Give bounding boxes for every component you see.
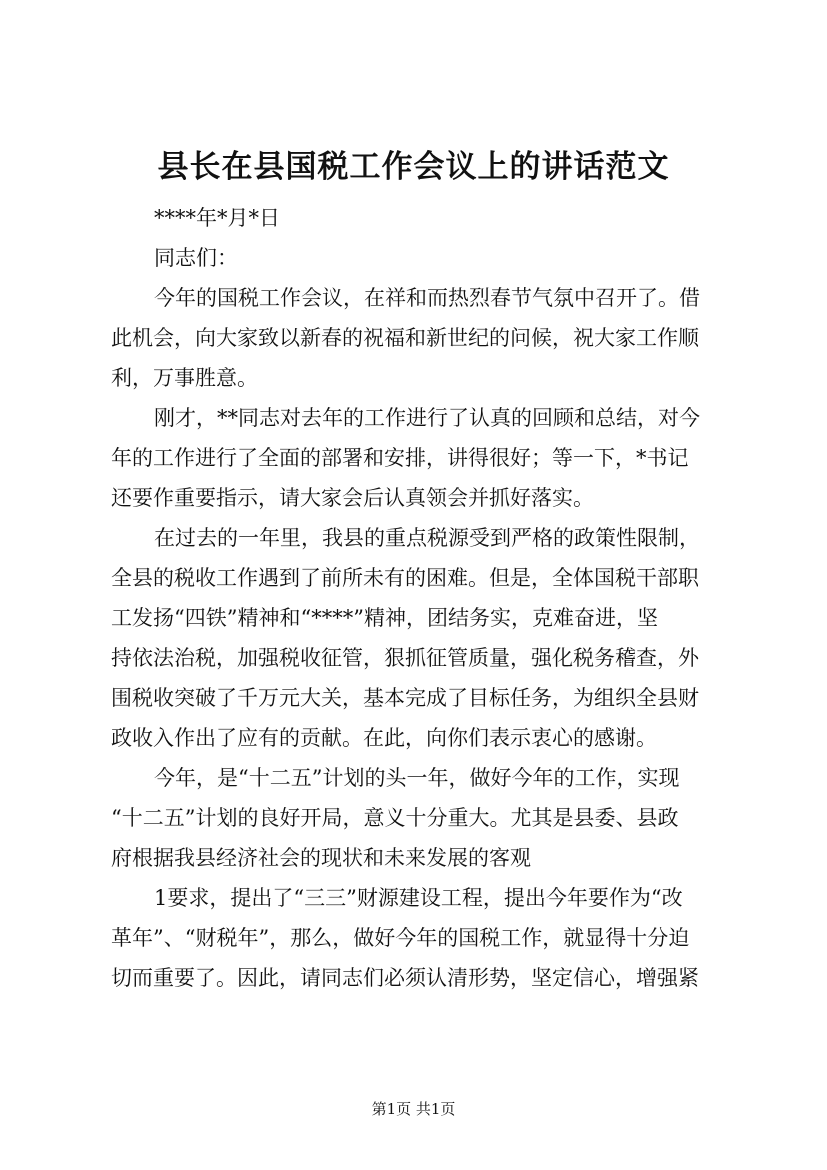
paragraph-line: 今年，是“十二五”计划的头一年，做好今年的工作，实现 [154, 766, 680, 790]
paragraph-line: 府根据我县经济社会的现状和未来发展的客观 [111, 846, 531, 870]
paragraph-line: 刚才，**同志对去年的工作进行了认真的回顾和总结，对今 [154, 406, 700, 430]
paragraph-line: “十二五”计划的良好开局，意义十分重大。尤其是县委、县政 [111, 806, 679, 830]
salutation: 同志们： [154, 246, 238, 270]
paragraph-line: 持依法治税，加强税收征管，狠抓征管质量，强化税务稽查，外 [111, 646, 699, 670]
paragraph-line: 今年的国税工作会议，在祥和而热烈春节气氛中召开了。借 [154, 286, 700, 310]
paragraph-2 [111, 398, 723, 518]
paragraph-line: 还要作重要指示，请大家会后认真领会并抓好落实。 [111, 486, 594, 510]
document-date: ****年*月*日 [154, 206, 280, 230]
paragraph-line: 此机会，向大家致以新春的祝福和新世纪的问候，祝大家工作顺 [111, 326, 699, 350]
page-footer: 第1页 共1页 [371, 1100, 456, 1118]
paragraph-line: 1要求，提出了“三三”财源建设工程，提出今年要作为“改 [154, 886, 683, 910]
paragraph-4 [111, 758, 723, 878]
paragraph-line: 切而重要了。因此，请同志们必须认清形势，坚定信心，增强紧 [111, 966, 699, 990]
paragraph-1 [111, 278, 723, 398]
paragraph-line: 围税收突破了千万元大关，基本完成了目标任务，为组织全县财 [111, 686, 699, 710]
paragraph-line: 工发扬“四铁”精神和“****”精神，团结务实，克难奋进，坚 [111, 606, 658, 630]
paragraph-line: 全县的税收工作遇到了前所未有的困难。但是，全体国税干部职 [111, 566, 699, 590]
document-body [111, 198, 723, 998]
paragraph-3 [111, 518, 723, 758]
paragraph-line: 在过去的一年里，我县的重点税源受到严格的政策性限制， [154, 526, 700, 550]
paragraph-line: 革年”、“财税年”，那么，做好今年的国税工作，就显得十分迫 [111, 926, 690, 950]
paragraph-line: 年的工作进行了全面的部署和安排，讲得很好；等一下，*书记 [111, 446, 689, 470]
paragraph-5 [111, 878, 723, 998]
paragraph-line: 政收入作出了应有的贡献。在此，向你们表示衷心的感谢。 [111, 726, 657, 750]
paragraph-line: 利，万事胜意。 [111, 366, 258, 390]
document-title: 县长在县国税工作会议上的讲话范文 [157, 149, 670, 185]
